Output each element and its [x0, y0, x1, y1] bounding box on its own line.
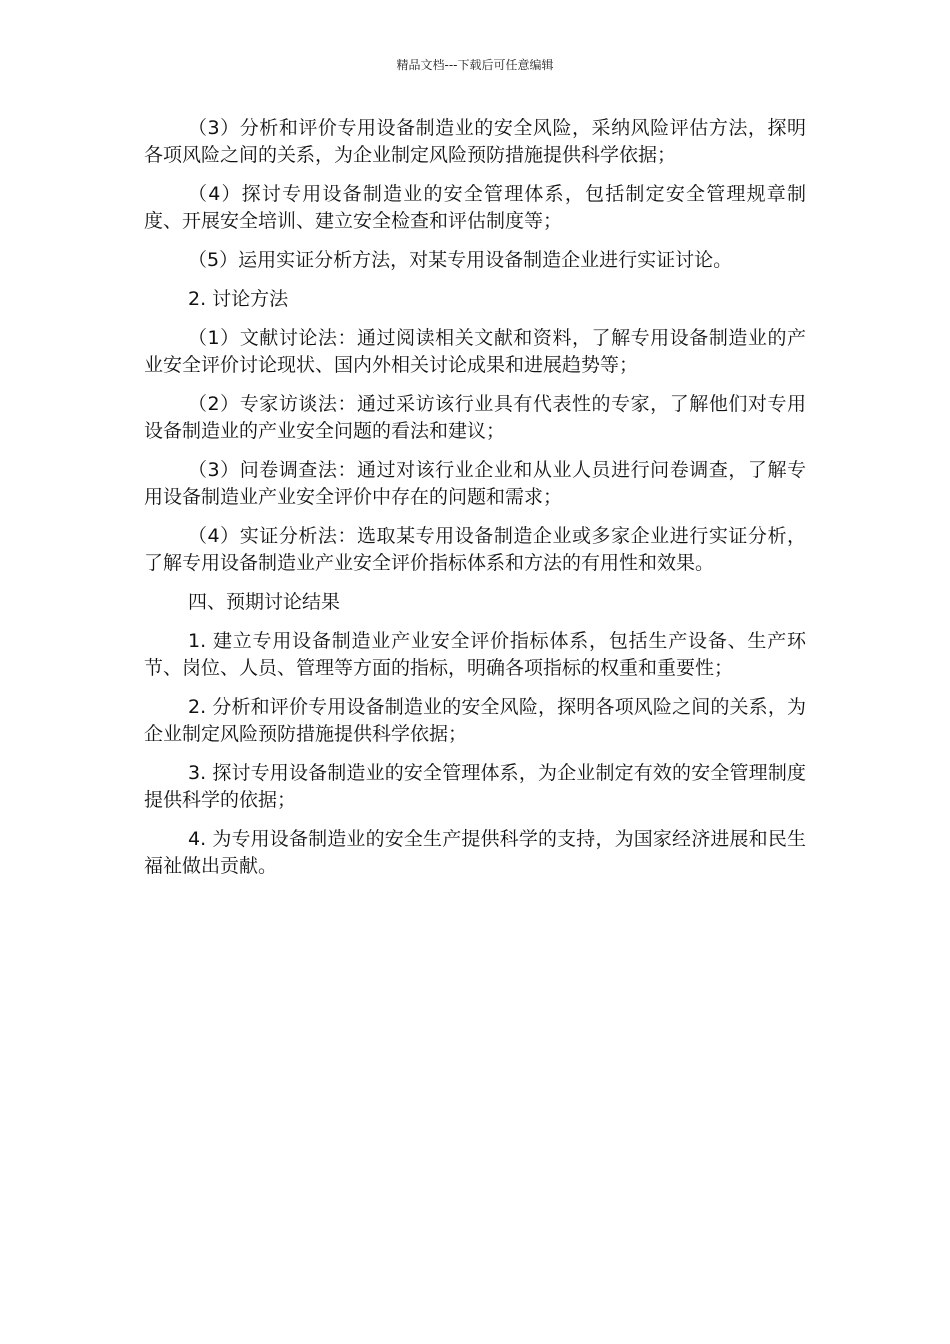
paragraph-result-3: 3. 探讨专用设备制造业的安全管理体系，为企业制定有效的安全管理制度提供科学的依据； — [144, 762, 806, 811]
paragraph-method-3: （3）问卷调查法：通过对该行业企业和从业人员进行问卷调查，了解专用设备制造业产业安全评价中存在的问题和需求； — [144, 459, 806, 508]
paragraph-method-4: （4）实证分析法：选取某专用设备制造企业或多家企业进行实证分析，了解专用设备制造业产业安全评价指标体系和方法的有用性和效果。 — [144, 525, 806, 574]
paragraph-result-2: 2. 分析和评价专用设备制造业的安全风险，探明各项风险之间的关系，为企业制定风险预防措施提供科学依据； — [144, 696, 806, 745]
paragraph-method-2: （2）专家访谈法：通过采访该行业具有代表性的专家，了解他们对专用设备制造业的产业安全问题的看法和建议； — [144, 393, 806, 442]
page-header: 精品文档---下载后可任意编辑 — [396, 58, 554, 72]
document-body — [144, 115, 806, 892]
paragraph-research-content-3: （3）分析和评价专用设备制造业的安全风险，采纳风险评估方法，探明各项风险之间的关系，为企业制定风险预防措施提供科学依据； — [144, 117, 806, 166]
section-heading-expected-results: 四、预期讨论结果 — [188, 591, 341, 613]
section-heading-methods: 2. 讨论方法 — [188, 288, 289, 310]
paragraph-research-content-5: （5）运用实证分析方法，对某专用设备制造企业进行实证讨论。 — [188, 249, 733, 271]
paragraph-research-content-4: （4）探讨专用设备制造业的安全管理体系，包括制定安全管理规章制度、开展安全培训、建立安全检查和评估制度等； — [144, 183, 806, 232]
paragraph-result-1: 1. 建立专用设备制造业产业安全评价指标体系，包括生产设备、生产环节、岗位、人员、管理等方面的指标，明确各项指标的权重和重要性； — [144, 630, 806, 679]
paragraph-result-4: 4. 为专用设备制造业的安全生产提供科学的支持，为国家经济进展和民生福祉做出贡献。 — [144, 828, 806, 877]
paragraph-method-1: （1）文献讨论法：通过阅读相关文献和资料，了解专用设备制造业的产业安全评价讨论现状、国内外相关讨论成果和进展趋势等； — [144, 327, 806, 376]
